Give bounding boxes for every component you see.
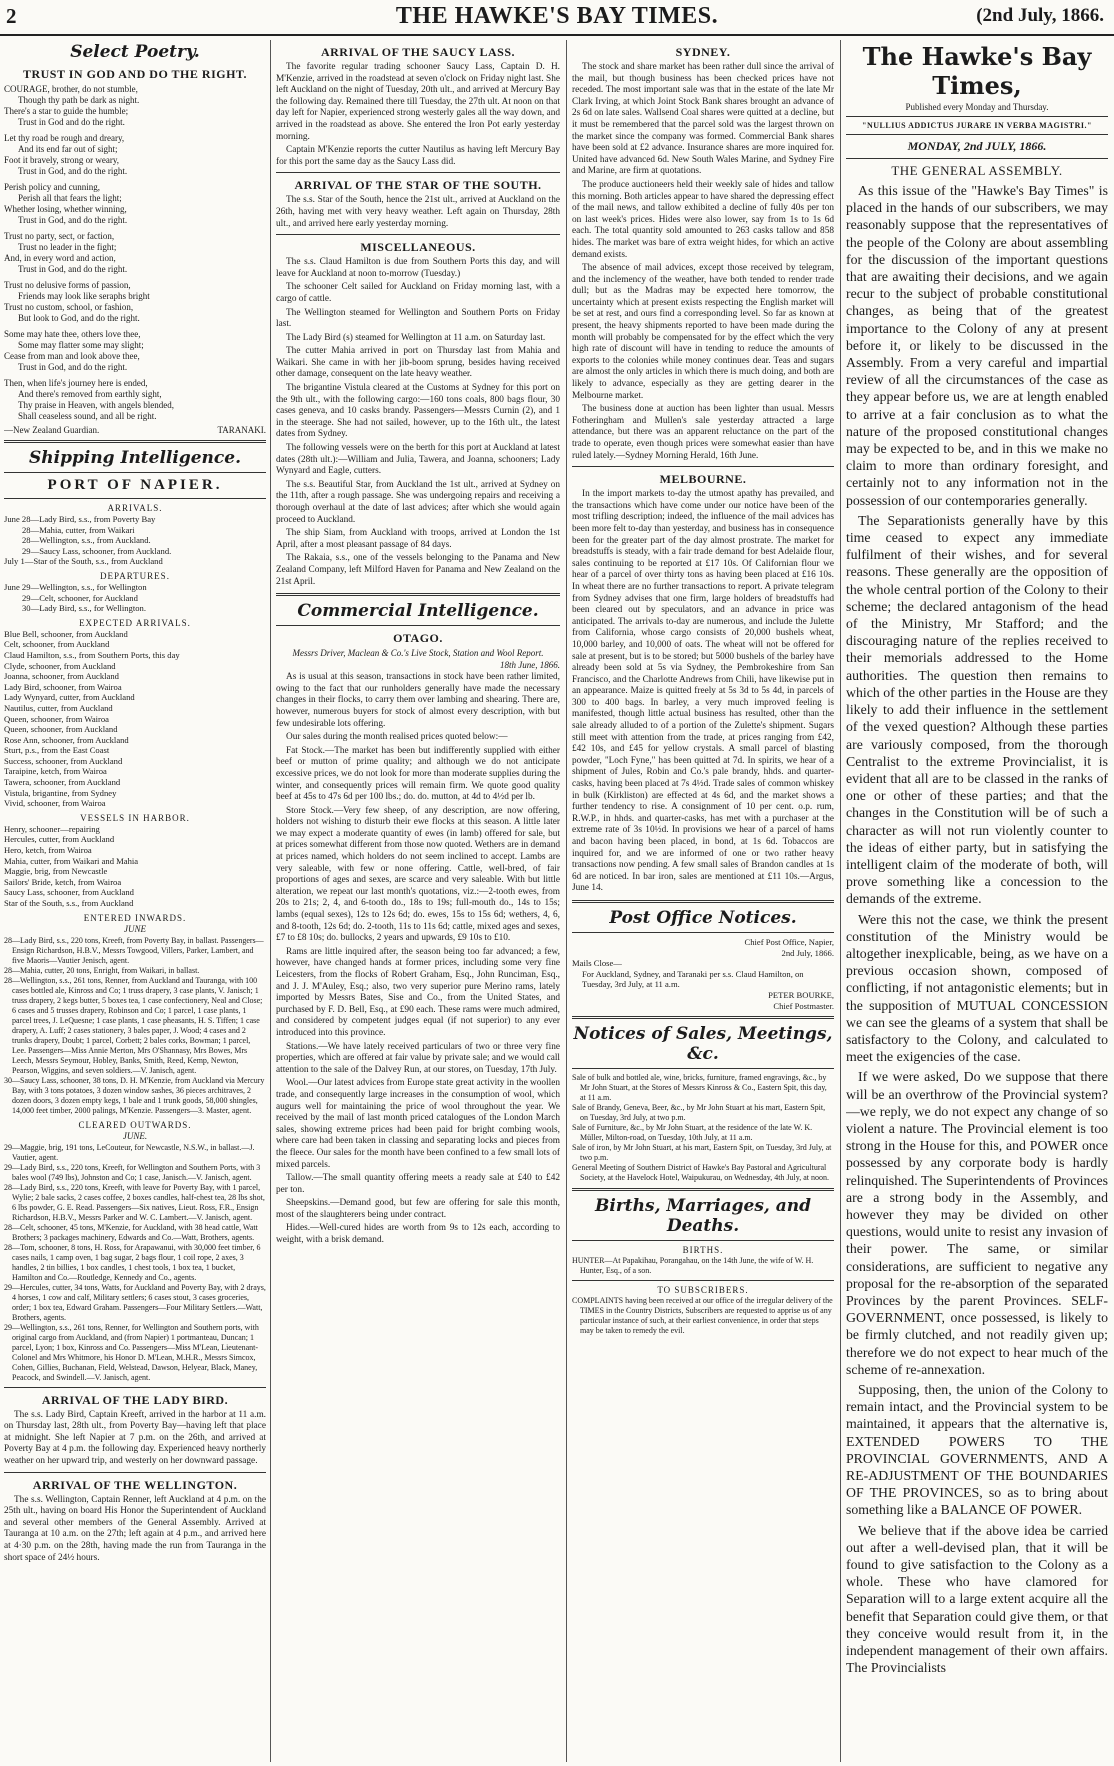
- poem-line: Trust no party, sect, or faction,: [4, 231, 115, 241]
- misc-text: [276, 257, 560, 588]
- cleared-item: 29—Lady Bird, s.s., 220 tons, Kreeft, for Wellington and Southern Ports, with 3 bales wool (749 lbs), Johnston and Co; 1 case, Janisch.—V. Janisch, agent.: [4, 1162, 261, 1182]
- otago-subtitle: Messrs Driver, Maclean & Co.'s Live Stock, Station and Wool Report.: [292, 648, 544, 659]
- sale-notice: Sale of Furniture, &c., by Mr John Stuart, at the residence of the late W. K. Müller, Milton-road, on Tuesday, 10th July, at 11 a.m.: [572, 1123, 813, 1143]
- divider: [846, 116, 1108, 117]
- departures-list: [4, 582, 266, 614]
- paragraph: Store Stock.—Very few sheep, of any description, are now offering, holders not wishing to disturb their ewe flocks at this season. A little later we may expect a moderate quantity of ewes (in lamb) offered for sale, but at prices somewhat different from those now quoted. Wethers are in demand at prices named, which holders do not seem inclined to accept. Lambs are very saleable, with few or none offering. Cattle, well-bred, of fair proportions of ages and sexes, are scarce and very saleable. With but little alteration, we repeat our last month's quotations, viz.:—2-tooth ewes, from 20s to 21s; 2, 4, and 6-tooth do., 18s to 19s; full-mouth do., 14s to 15s; lambs (equal sexes), 12s to 12s 6d; do. ewes, 15s to 15s 6d; wethers, 4, 6, and 8-tooth, 12s 6d; do. 2-tooth, 11s to 11s 6d; cattle, mixed ages and sexes, £7 to £8 10s; do. bullocks, 2 years and upwards, £9 10s to £10.: [276, 805, 560, 944]
- sale-notice: General Meeting of Southern District of Hawke's Bay Pastoral and Agricultural Society, at the Havelock Hotel, Waipukurau, on Wednesday, 4th July, at noon.: [572, 1163, 830, 1183]
- misc-title: MISCELLANEOUS.: [360, 240, 476, 255]
- poem-line: Shall ceaseless sound, and all be right.: [18, 411, 157, 421]
- divider: [572, 1240, 834, 1241]
- poem-place: TARANAKI.: [217, 425, 266, 435]
- paragraph: Supposing, then, the union of the Colony to remain intact, and the Provincial system to be maintained, it appears that the alternative is, EXTENDED POWERS TO THE PROVINCIAL GOVERNMENTS, AND A RE-ADJUSTMENT OF THE BOUNDARIES OF THE PROVINCES, so as to bring about something like a BALANCE OF POWER.: [846, 1382, 1108, 1518]
- divider: [276, 593, 560, 596]
- otago-date: 18th June, 1866.: [500, 660, 560, 671]
- expected-item: Celt, schooner, from Auckland: [4, 639, 110, 650]
- cleared-item: 29—Maggie, brig, 191 tons, LeCouteur, for Newcastle, N.S.W., in ballast.—J. Vautier, agent.: [4, 1142, 255, 1162]
- departure-item: June 29—Wellington, s.s., for Wellington: [4, 581, 147, 592]
- otago-text: [276, 672, 560, 1247]
- expected-item: Lady Bird, schooner, from Wairoa: [4, 681, 122, 692]
- wellington-text: The s.s. Wellington, Captain Renner, left Auckland at 4 p.m. on the 25th ult., having on board His Honor the Superintendent of Auckland and several other members of the General Assembly. Arrived at Tauranga at 10 a.m. on the 27th; left again at 4 p.m., and arrived here at 4·30 p.m. on the 28th, having made the run from Tauranga in the short space of 24½ hours.: [4, 1494, 266, 1563]
- paragraph: The Rakaia, s.s., one of the vessels belonging to the Panama and New Zealand Company, left Milford Haven for Panama and New Zealand on the 21st April.: [276, 553, 560, 587]
- poem-line: Trust no custom, school, or fashion,: [4, 302, 134, 312]
- expected-item: Tawera, schooner, from Auckland: [4, 777, 121, 788]
- paragraph: As this issue of the "Hawke's Bay Times" is placed in the hands of our subscribers, we may reasonably suppose that the representatives of the people of the Colony are about assembling for the discussion of the important questions that are awaiting their decisions, and we again recur to the subject of probable constitutional changes, as being that of the greatest importance to the Colony of any at present before it, or likely to be discussed in the Assembly. From a very careful and impartial review of all the circumstances of the case as they appear before us, we are at length enabled to arrive at a fair conclusion as to what the nature of the proposed constitutional changes may be expected to be, and in this we make no claim to more than ordinary foresight, and certainly not to any information not in the possession of our contemporaries generally.: [846, 183, 1108, 508]
- divider: [572, 1280, 834, 1281]
- cleared-item: 28—Lady Bird, s.s., 220 tons, Kreeft, with leave for Poverty Bay, with 1 parcel, Wylie; 2 bale sacks, 2 cases coffee, 2 boxes candles, half-chest tea, 28 lbs shot, 6 lbs powder, G. E. Read. Passengers—Six natives, Lieut. Ross, F.R., Ensign Richardson, H.B.V., Messrs Parker and W. C. Lambert.—V. Janisch, agent.: [4, 1182, 265, 1222]
- post-notice: [572, 937, 834, 1011]
- melbourne-text: [572, 489, 834, 895]
- post-office: Chief Post Office, Napier,: [744, 936, 834, 947]
- entered-item: 28—Lady Bird, s.s., 220 tons, Kreeft, from Poverty Bay, in ballast. Passengers—Ensign Richardson, H.B.V., Messrs Towgood, Villers, Parker, Lambert, and five Maoris—Vautier Jenisch, agent.: [4, 935, 264, 965]
- poem-line: Cease from man and look above thee,: [4, 351, 140, 361]
- subscribers-title: TO SUBSCRIBERS.: [657, 1285, 749, 1296]
- poem-line: COURAGE, brother, do not stumble,: [4, 84, 138, 94]
- expected-item: Lady Wynyard, cutter, from Auckland: [4, 692, 135, 703]
- expected-item: Queen, schooner, from Wairoa: [4, 713, 109, 724]
- expected-item: Blue Bell, schooner, from Auckland: [4, 628, 128, 639]
- poem-line: Trust in God, and do the right.: [18, 362, 128, 372]
- poem-source: —New Zealand Guardian.: [4, 425, 100, 435]
- expected-item: Joanna, schooner, from Auckland: [4, 671, 119, 682]
- arrival-item: June 28—Lady Bird, s.s., from Poverty Bay: [4, 514, 156, 524]
- harbor-item: Hero, ketch, from Wairoa: [4, 845, 92, 856]
- expected-title: EXPECTED ARRIVALS.: [79, 617, 191, 628]
- divider: [4, 1472, 266, 1473]
- paragraph: The s.s. Claud Hamilton is due from Southern Ports this day, and will leave for Auckland at noon to-morrow (Tuesday.): [276, 257, 560, 279]
- expected-item: Success, schooner, from Auckland: [4, 755, 123, 766]
- poem-line: But look to God, and do the right.: [18, 313, 140, 323]
- nameplate: The Hawke's Bay Times,: [862, 42, 1092, 100]
- paragraph: Rams are little inquired after, the season being too far advanced; a few, however, have changed hands at former prices, including some very fine Leicesters, from the flocks of Robert Graham, Esq., John Runciman, Esq., and J. J. M'Auley, Esq.; also, two very superior pure Merino rams, lately imported by Messrs Bates, Sise and Co., from the United States, and purchased by F. D. Bell, Esq., at £90 each. These rams were much admired, and considered by competent judges equal (if not superior) to any ever introduced into this province.: [276, 946, 560, 1038]
- paragraph: The absence of mail advices, except those received by telegram, and the inclemency of the weather, have both tended to render trade dull; but as the Madras may be expected here tomorrow, the uncertainty which at present exists respecting the English market will be set at rest, and ours find a corresponding level. So far as known at present, the heavy shipments reported to have been made during the month will probably be compensated for by the effect which the very high rate of discount will have in tending to reduce the amounts of exports to the colonies while money continues dear. Teas and sugars are almost the only articles in which there is much doing, and both are likely to advance, especially as they are getting dearer in the Melbourne market.: [572, 263, 834, 401]
- entered-item: 30—Saucy Lass, schooner, 38 tons, D. H. M'Kenzie, from Auckland via Mercury Bay, with 3 tons potatoes, 3 dozen window sashes, 36 pieces architraves, 2 dozen doors, 3 dozen empty kegs, 1 bale and 1 trunk goods, 58,000 shingles, 14,000 feet timber, 2000 palings, M'Kenzie. Passengers—3. Master, agent.: [4, 1075, 265, 1115]
- harbor-item: Star of the South, s.s., from Auckland: [4, 898, 134, 908]
- harbor-item: Hercules, cutter, from Auckland: [4, 834, 115, 845]
- harbor-item: Henry, schooner—repairing: [4, 823, 100, 834]
- paragraph: Wool.—Our latest advices from Europe state great activity in the woollen trade, and consequently large increases in the consumption of wool, which augurs well for maintaining the price of wool throughout the year. We received by the mail of last month priced catalogues of the London March sales, showing extreme prices had been paid for bright combing wools, where care had been taken in classing and separating locks and pieces from the fleece. Our sales for the month have been confined to a few small lots of mixed parcels.: [276, 1078, 560, 1170]
- divider: [276, 234, 560, 235]
- poem-line: There's a star to guide the humble;: [4, 106, 129, 116]
- divider: [572, 1188, 834, 1191]
- expected-item: Taraipine, ketch, from Wairoa: [4, 766, 107, 777]
- divider: [4, 1387, 266, 1388]
- poem-line: Trust in God, and do the right.: [18, 264, 128, 274]
- paragraph: Were this not the case, we think the present constitution of the Ministry would be altogether inexplicable, being, as we have on a previous occasion shown, composed of conflicting, if not antagonistic elements; but in the supposition of MUTUAL CONCESSION we can see the gleams of a system that shall be satisfactory to the Colony, and calculated to meet the exigencies of the case.: [846, 911, 1108, 1065]
- departures-title: DEPARTURES.: [100, 570, 170, 581]
- newspaper-title: THE HAWKE'S BAY TIMES.: [395, 3, 719, 29]
- poem-line: Trust in God, and do the right.: [18, 215, 128, 225]
- poem-line: Whether losing, whether winning,: [4, 204, 127, 214]
- poem-line: Trust in God, and do the right.: [18, 166, 128, 176]
- post-name: PETER BOURKE,: [768, 989, 834, 1000]
- paragraph: Captain M'Kenzie reports the cutter Nautilus as having left Mercury Bay for this port the same day as the Saucy Lass did.: [276, 145, 560, 167]
- births-title: BIRTHS.: [682, 1245, 724, 1256]
- sydney-title: SYDNEY.: [675, 45, 731, 59]
- entered-month: JUNE: [124, 923, 146, 934]
- poem-line: Let thy road be rough and dreary,: [4, 133, 125, 143]
- paragraph: The brigantine Vistula cleared at the Customs at Sydney for this port on the 9th ult., with the following cargo:—160 tons coals, 800 bags flour, 30 cases geneva, and 10 casks brandy. Passengers—Messrs Curnin (2), and 1 in the steerage. She had not sailed, however, up to the 16th ult., the latest dates from Sydney.: [276, 383, 560, 440]
- paragraph: The produce auctioneers held their weekly sale of hides and tallow this morning. Both articles appear to have shared the depressing effect of the mail news, and tallow exhibited a decline of fully 40s per ton on last week's prices. Hides were also lower, say from 1s to 1s 6d each. The total quantity sold amounted to 263 casks tallow and 858 hides. The market was bare of extra weight hides, for which an active demand exists.: [572, 179, 834, 260]
- sale-notice: Sale of bulk and bottled ale, wine, bricks, furniture, framed engravings, &c., by Mr John Stuart, at the Stores of Messrs Kinross & Co., Eastern Spit, this day, at 11 a.m.: [572, 1073, 827, 1103]
- star-text: The s.s. Star of the South, hence the 21st ult., arrived at Auckland on the 26th, having met with very heavy weather. Left again on Thursday, 28th ult., and arrived here early yesterday morning.: [276, 195, 560, 229]
- poem-line: Some may hate thee, others love thee,: [4, 329, 141, 339]
- arrivals-title: ARRIVALS.: [107, 503, 163, 513]
- paragraph: Fat Stock.—The market has been but indifferently supplied with either beef or mutton of prime quality; and although we do not anticipate excessive prices, we do not look for more than moderate supplies during the winter, and consequently prices will remain firm. We quote good quality beef at 45s to 47s 6d per 100 lbs.; do. do. mutton, at 4d to 4½d per lb.: [276, 745, 560, 803]
- expected-item: Queen, schooner, from Auckland: [4, 724, 118, 735]
- editorial-text: [846, 182, 1108, 1676]
- publication-schedule: Published every Monday and Thursday.: [905, 102, 1049, 112]
- shipping-heading: Shipping Intelligence.: [29, 448, 241, 468]
- cleared-item: 28—Celt, schooner, 45 tons, M'Kenzie, for Auckland, with 38 head cattle, Watt Brothers; 3 packages machinery, Edwards and Co.—Watt, Brothers, agents.: [4, 1222, 258, 1242]
- expected-item: Vistula, brigantine, from Sydney: [4, 787, 117, 798]
- poem-line: Then, when life's journey here is ended,: [4, 378, 148, 388]
- departure-item: 29—Celt, schooner, for Auckland: [22, 592, 138, 603]
- expected-item: Sturt, p.s., from the East Coast: [4, 745, 110, 756]
- harbor-title: VESSELS IN HARBOR.: [80, 812, 190, 823]
- arrival-item: July 1—Star of the South, s.s., from Auckland: [4, 556, 163, 567]
- poem-line: And, in every word and action,: [4, 253, 116, 263]
- cleared-list: [4, 1143, 266, 1383]
- poetry-heading: Select Poetry.: [70, 42, 200, 62]
- births-text: HUNTER—At Papakihau, Porangahau, on the 14th June, the wife of W. H. Hunter, Esq., of a son.: [572, 1256, 814, 1276]
- divider: [4, 498, 266, 499]
- melbourne-title: MELBOURNE.: [659, 472, 747, 487]
- otago-title: OTAGO.: [393, 631, 443, 646]
- post-date: 2nd July, 1866.: [781, 947, 834, 958]
- entered-title: ENTERED INWARDS.: [83, 912, 187, 923]
- sale-notice: Sale of Brandy, Geneva, Beer, &c., by Mr John Stuart at his mart, Eastern Spit, on Tuesday, 3rd July, at two p.m.: [572, 1103, 826, 1123]
- poem-line: And its end far out of sight;: [18, 144, 118, 154]
- expected-item: Rose Ann, schooner, from Auckland: [4, 734, 129, 745]
- paragraph: Sheepskins.—Demand good, but few are offering for sale this month, most of the slaughterers being under contract.: [276, 1198, 560, 1220]
- poem-line: Perish policy and cunning,: [4, 182, 100, 192]
- harbor-item: Maggie, brig, from Newcastle: [4, 866, 108, 877]
- paragraph: The stock and share market has been rather dull since the arrival of the mail, but though business has been checked prices have not receded. The most important sale was that in the estate of the late Mr Clark Irving, at which Joint Stock Bank shares brought an advance of 2s 6d on late sales. Wallsend Coal shares were quitted at a decline, but it must be remembered that the parcel sold was the largest thrown on the market since the company was formed. Commercial Bank shares have been sold at £2 advance. Insurance shares are more inquired for. United have advanced 6d. New South Wales Marine, and Sydney Fire and Marine, are firm at quotations.: [572, 62, 834, 177]
- paragraph: The favorite regular trading schooner Saucy Lass, Captain D. H. M'Kenzie, arrived in the roadstead at seven o'clock on Friday night last. She left Auckland on the night of Tuesday, 20th ult., and arrived at Mercury Bay the following day. Remained there till Tuesday, the 27th ult. At noon on that day left for Napier, experienced strong westerly gales all the way down, and arrived in the roadstead as above. She entered the Iron Pot early yesterday morning.: [276, 62, 560, 142]
- poem-line: Perish all that fears the light;: [18, 193, 122, 203]
- post-heading: Post Office Notices.: [609, 907, 797, 928]
- ladybird-title: ARRIVAL OF THE LADY BIRD.: [41, 1392, 229, 1407]
- divider: [276, 625, 560, 626]
- column-4: [846, 40, 1108, 1762]
- harbor-list: [4, 824, 266, 909]
- editorial-date: MONDAY, 2nd JULY, 1866.: [907, 139, 1047, 153]
- harbor-item: Sailors' Bride, ketch, from Wairoa: [4, 876, 122, 887]
- post-role: Chief Postmaster.: [773, 1000, 834, 1011]
- paragraph: The schooner Celt sailed for Auckland on Friday morning last, with a cargo of cattle.: [276, 282, 560, 304]
- sydney-text: [572, 62, 834, 462]
- expected-item: Clyde, schooner, from Auckland: [4, 660, 116, 671]
- poem-line: Though thy path be dark as night.: [18, 95, 140, 105]
- entered-item: 28—Wellington, s.s., 261 tons, Renner, from Auckland and Tauranga, with 100 cases bottled ale, Kinross and Co; 1 truss drapery, 3 case plants, V. Janisch; 1 truss drapery, 2 kegs butter, 5 boxes tea, 1 case confectionery, Neal and Close; 6 cases and 5 trusses drapery, Robinson and Co; 1 parcel, 1 case plants, 1 parcel trees, J. LeQuesne; 1 case plants, 1 case pheasants, H. S. Tiffen; 1 case drapery, A. Luff; 2 cases stationery, 3 bales paper, J. Wood; 4 cases and 2 trunks drapery, Doubt; 1 parcel, Corbett; 2 bales corks, Bowman; 1 parcel, Lee. Passengers—Miss Annie Merton, Mrs O'Shannasy, Mrs Bowes, Mrs Leech, Messrs Seymour, Hobley, Banks, Smith, Reed, Kemp, Newton, Pearson, Wiggins, and seven soldiers.—V. Janisch, agent.: [4, 975, 263, 1075]
- cleared-month: JUNE.: [122, 1130, 148, 1141]
- commercial-heading: Commercial Intelligence.: [297, 601, 539, 622]
- paragraph: The Lady Bird (s) steamed for Wellington at 11 a.m. on Saturday last.: [286, 332, 546, 343]
- poem-signature: [4, 425, 266, 435]
- column-2: [276, 40, 560, 1762]
- divider: [572, 932, 834, 933]
- column-rule: [566, 40, 567, 1762]
- paragraph: If we were asked, Do we suppose that there will be an overthrow of the Provincial system?—we reply, we do not expect any change of so violent a nature. The Provincial element is too strong in the House for this, and POWER once possessed by any corporate body is hardly relinquished. The Superintendents of Provinces are a strong body in the Assembly, and however they may be divided on other questions, would unite to resist any invasion of their power. The same, or similar considerations, are sufficient to negative any proposal for the re-absorption of the separated Provinces by the parent Provinces. SELF-GOVERNMENT, once possessed, is likely to be firmly clutched, and not readily given up; therefore we do not expect to hear much of the scheme of re-annexation.: [846, 1069, 1108, 1377]
- poem-line: Trust no delusive forms of passion,: [4, 280, 131, 290]
- paragraph: The cutter Mahia arrived in port on Thursday last from Mahia and Waikari. She came in with her jib-boom sprung, besides having received other damage, consequent on the late heavy weather.: [276, 346, 560, 380]
- paragraph: The following vessels were on the berth for this port at Auckland at latest dates (28th ult.):—William and Julia, Tawera, and Joanna, schooners; Lady Wynyard and Eagle, cutters.: [276, 443, 560, 477]
- ladybird-text: The s.s. Lady Bird, Captain Kreeft, arrived in the harbor at 11 a.m. on Thursday last, 28th ult., from Poverty Bay—having left that place at midnight. She left Napier at 7 p.m. on the 26th, and arrived at Poverty Bay at 4 p.m. the following day. Experienced heavy northerly weather on her upward trip, and westerly on her downward passage.: [4, 1409, 266, 1466]
- poem-title: TRUST IN GOD AND DO THE RIGHT.: [22, 67, 248, 81]
- expected-item: Vivid, schooner, from Wairoa: [4, 798, 106, 809]
- divider: [276, 172, 560, 173]
- arrival-item: 29—Saucy Lass, schooner, from Auckland.: [22, 545, 172, 556]
- saucy-text: [276, 62, 560, 168]
- column-1: [4, 40, 266, 1762]
- subscribers-text: COMPLAINTS having been received at our office of the irregular delivery of the TIMES in the Country Districts, Subscribers are requested to apprise us of any particular instance of such, at their earliest convenience, in order that steps may be taken to remedy the evil.: [572, 1296, 833, 1336]
- poem-line: Trust no leader in the fight;: [18, 242, 117, 252]
- poem-line: Friends may look like seraphs bright: [18, 291, 150, 301]
- column-3: [572, 40, 834, 1762]
- divider: [846, 134, 1108, 135]
- arrival-item: 28—Mahia, cutter, from Waikari: [22, 524, 135, 535]
- cleared-item: 29—Hercules, cutter, 34 tons, Watts, for Auckland and Poverty Bay, with 2 drays, 4 horses, 1 cow and calf, Military settlers; 6 cases stout, 3 cases groceries, order; 1 box tea, Edward Graham. Passengers—Four Military Settlers.—Watt, Brothers, agents.: [4, 1282, 266, 1322]
- sales-heading: Notices of Sales, Meetings, &c.: [573, 1024, 833, 1065]
- births-heading: Births, Marriages, and Deaths.: [595, 1196, 811, 1237]
- post-mails: Mails Close—: [572, 958, 622, 969]
- poem-line: Some may flatter some may slight;: [18, 340, 144, 350]
- paragraph: The s.s. Beautiful Star, from Auckland the 1st ult., arrived at Sydney on the 11th, after a rough passage. She was undergoing repairs and receiving a thorough overhaul at the date of last advices; after which she would again proceed to Auckland.: [276, 479, 560, 525]
- expected-list: [4, 629, 266, 809]
- divider: [846, 158, 1108, 159]
- paragraph: As is usual at this season, transactions in stock have been rather limited, owing to the fact that our runholders generally have made the necessary changes in their flocks, to carry them over lambing and shearing. There are, however, numerous buyers for stock of almost every description, with but few undesirable lots offering.: [276, 672, 560, 729]
- divider: [4, 472, 266, 473]
- harbor-item: Saucy Lass, schooner, from Auckland: [4, 887, 134, 898]
- motto: "NULLIUS ADDICTUS JURARE IN VERBA MAGISTRI.": [862, 121, 1092, 130]
- sale-notice: Sale of iron, by Mr John Stuart, at his mart, Eastern Spit, on Tuesday, 3rd July, at two p.m.: [572, 1143, 832, 1163]
- entered-list: [4, 936, 266, 1116]
- paragraph: Stations.—We have lately received particulars of two or three very fine properties, which are offered at fair value by private sale; and we would call attention to the sale of the Dalvey Run, at our stores, on Tuesday, 17th July.: [276, 1041, 560, 1075]
- cleared-item: 28—Tom, schooner, 8 tons, H. Ross, for Arapawanui, with 30,000 feet timber, 6 cases nails, 1 camp oven, 1 bag sugar, 2 bags flour, 1 coil rope, 2 axes, 3 handles, 2 tin billies, 1 box candles, 1 chest tools, 1 box tea, 1 bucket, Hamilton and Co.—Routledge, Kennedy and Co., agents.: [4, 1242, 261, 1282]
- editorial-title: THE GENERAL ASSEMBLY.: [891, 163, 1063, 178]
- divider: [572, 466, 834, 467]
- divider: [572, 900, 834, 903]
- expected-item: Nautilus, cutter, from Auckland: [4, 702, 113, 713]
- expected-item: Claud Hamilton, s.s., from Southern Ports, this day: [4, 649, 180, 660]
- port-title: PORT OF NAPIER.: [47, 477, 223, 493]
- paragraph: Hides.—Well-cured hides are worth from 9s to 12s each, according to weight, with a brisk demand.: [276, 1223, 560, 1246]
- column-rule: [840, 40, 841, 1762]
- paragraph: The business done at auction has been lighter than usual. Messrs Fotheringham and Mullen's sale yesterday attracted a large attendance, but there was an apparent reluctance on the part of the trade to operate, even though prices were somewhat easier than have ruled lately.—Sydney Morning Herald, 16th June.: [572, 404, 834, 461]
- arrival-item: 28—Wellington, s.s., from Auckland.: [22, 535, 151, 546]
- paragraph: The ship Siam, from Auckland with troops, arrived at London the 1st April, after a most pleasant passage of 84 days.: [276, 528, 560, 550]
- poem-line: And there's removed from earthly sight,: [18, 389, 162, 399]
- paragraph: The Wellington steamed for Wellington and Southern Ports on Friday last.: [276, 307, 560, 330]
- paragraph: The Separationists generally have by this time ceased to expect any immediate fulfilment of their wishes, and for several reasons. These generally are the opposition of the whole central portion of the Colony to their scheme; the declared antagonism of the head of the Ministry, Mr Stafford; and the discouraging nature of the replies received to their memorials addressed to the Home authorities. The question then remains to which of the other parties in the House are they likely to add their influence in the settlement of the vexed question? Although these parties are variously composed, from the thorough Centralist to the extreme Provincialist, it is evident that all are to be classed in the ranks of one or other of these parties; and that the changes in the Constitution will be of such a character as will not run violently counter to the ideas of either party, but in satisfying the intelligent claim of the moderate of both, will prove something like a concession to the demands of the extreme.: [846, 512, 1108, 907]
- sales-list: [572, 1073, 834, 1183]
- harbor-item: Mahia, cutter, from Waikari and Mahia: [4, 855, 139, 866]
- divider: [572, 1068, 834, 1069]
- star-title: ARRIVAL OF THE STAR OF THE SOUTH.: [294, 178, 542, 193]
- poem: [4, 84, 266, 422]
- divider: [4, 440, 266, 443]
- paragraph: We believe that if the above idea be carried out after a well-devised plan, that it will be found to give satisfaction to the Colony as a whole. These who have clamored for Separation will to a large extent acquire all the benefit that Separation could give them, or that they conceive would result from it, in the independent management of their own affairs. The Provincialists: [846, 1522, 1108, 1676]
- wellington-title: ARRIVAL OF THE WELLINGTON.: [32, 1477, 238, 1492]
- paragraph: In the import markets to-day the utmost apathy has prevailed, and the transactions which have come under our notice have been of the most trifling description; indeed, the influence of the mail advices has been more felt to-day than yesterday, and business has in consequence been for the greater part of the day almost prostrate. The market for breadstuffs is steady, with a fair trade demand for best Adelaide flour, sales continuing to be reported at £17 10s. Of Californian flour we hear of a parcel of over thirty tons as having been placed at £16 10s. In wheat there are no further transactions to report. A private telegram from Sydney advises that one firm, large holders of breadstuffs had been cleared out by speculators, and an advance in price was anticipated. The arrivals to-day are numerous, and include the Julette from California, whose cargo consists of 20,000 bushels wheat, 10,000 barley, and 10,000 of oats. The wheat will not be offered for sale at present, but is to be stored; but 5000 bushels of the barley have already been sold at 5s via Sydney, the Pembrokeshire from San Francisco, and the Charlotte Andrews from Chili, have likewise put in an appearance. Maize is quitted freely at 5s 3d to 5s 4d, in parcels of 300 to 400 bags. In barley, a very much improved feeling is manifested, though little actual business has resulted, other than the sale already alluded to of a portion of the Zulette's shipment. Sugars still meet with attention from the trade, at prices ranging from £42, £42 10s, and £45 for yellow crystals. A small parcel of blasting powder, "Loch Fyne," has been quitted at 7d. In spirits, we hear of a shipment of Jules, Robin and Co.'s pale brandy, hhds. and quarter-casks, having been placed at 7s 4½d. Trade sales of common whiskey in bulk (Kirkliston) are effected at 4s 6d, and the market shows a further tendency to rise. A consignment of 10 per cent. o.p. rum, R.W.P., in hhds. and quarter-casks, has met with a purchaser at the extreme rate of 3s 10½d. In provisions we hear of a parcel of hams and bacon having been placed, in bond, at 1s 6d. Tobaccos are inquired for, and we are informed of one or two rather heavy transactions now pending. A few small sales of Brandon candles at 1s 6d are noticed. In bar iron, sales are mentioned at £11 10s.—Argus, June 14.: [572, 489, 834, 894]
- saucy-title: ARRIVAL OF THE SAUCY LASS.: [320, 45, 516, 59]
- column-rule: [270, 40, 271, 1762]
- cleared-title: CLEARED OUTWARDS.: [78, 1119, 192, 1130]
- departure-item: 30—Lady Bird, s.s., for Wellington.: [22, 603, 146, 614]
- arrivals-list: [4, 514, 266, 567]
- entered-item: 28—Mahia, cutter, 20 tons, Enright, from Waikari, in ballast.: [4, 965, 200, 975]
- page-number: 2: [6, 4, 17, 28]
- post-text: For Auckland, Sydney, and Taranaki per s.s. Claud Hamilton, on Tuesday, 3rd July, at 11 a.m.: [582, 968, 804, 990]
- poem-line: Trust in God and do the right.: [18, 117, 125, 127]
- poem-line: Foot it bravely, strong or weary,: [4, 155, 120, 165]
- issue-date: (2nd July, 1866.: [976, 5, 1104, 26]
- paragraph: Our sales during the month realised prices quoted below:—: [286, 732, 508, 743]
- cleared-item: 29—Wellington, s.s., 261 tons, Renner, for Wellington and Southern ports, with original cargo from Auckland, and (from Napier) 1 portmanteau, Duncan; 1 parcel, Lyon; 1 box, Kinross and Co. Passengers—Miss M'Lean, Lieutenant-Colonel and Mrs Whitmore, his Honor D. M'Lean, M.H.R., Messrs Simcox, Cohen, Gillies, Buchanan, Field, Welstead, Dawson, Helyear, Black, Maney, Peacock, and Swindell.—V. Janisch, agent.: [4, 1322, 259, 1382]
- paragraph: Tallow.—The small quantity offering meets a ready sale at £40 to £42 per ton.: [276, 1173, 560, 1195]
- masthead: [0, 0, 1114, 36]
- divider: [572, 1016, 834, 1019]
- poem-line: Thy praise in Heaven, with angels blended,: [18, 400, 174, 410]
